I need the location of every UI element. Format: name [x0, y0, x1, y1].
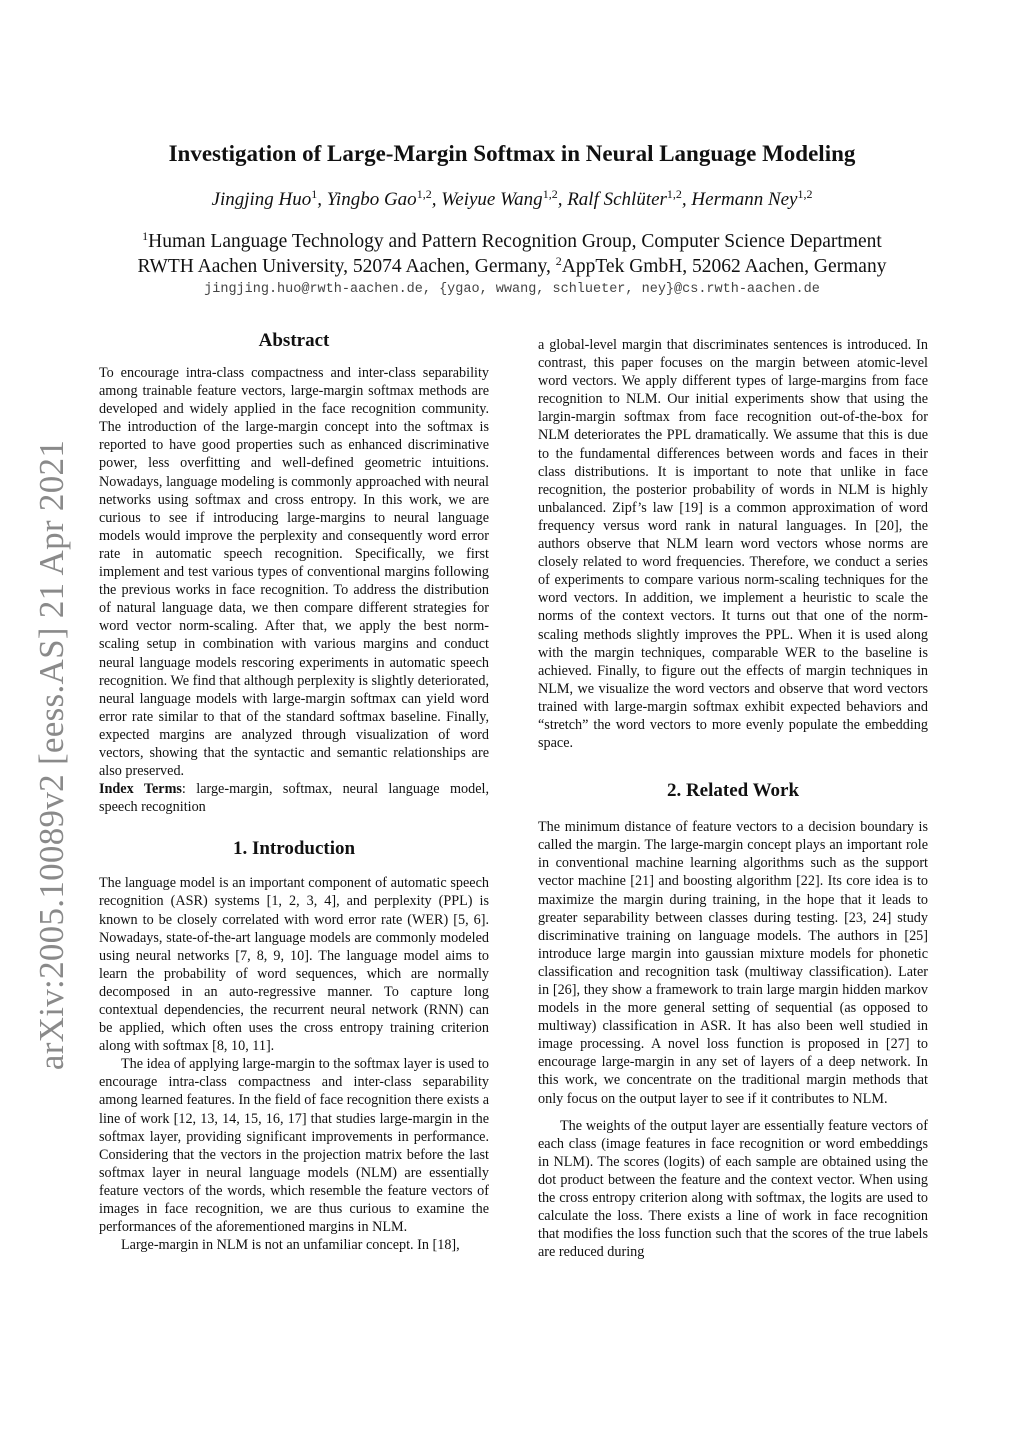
author-name: Jingjing Huo	[211, 189, 312, 210]
author-list: Jingjing Huo$^1$, Yingbo Gao$^{1,2}$, Weiyue Wang$^{1,2}$, Ralf Schlüter$^{1,2}$, Hermann Ney$^{1,2}$	[211, 187, 813, 210]
author-name: Yingbo Gao	[326, 189, 417, 210]
related-work-paragraph: The minimum distance of feature vectors to a decision boundary is called the margin. The large-margin concept plays an important role in conventional machine learning algorithms such as the support vector machine [21] and boosting algorithm [22]. Its core idea is to maximize the margin during training, in the hope that it leads to greater separability between classes during testing. [23, 24] study discriminative training on language models. The authors in [25] introduce large margin into gaussian mixture models for phonetic classification and recognition task (multiway classification). Later in [26], they show a framework to train large margin hidden markov models in the more general setting of sequential (as opposed to multiway) classification in ASR. It has also been well studied in image processing. A novel loss function is proposed in [27] to encourage large-margin in any set of layers of a deep network. In this work, we concentrate on the traditional margin methods that only focus on the output layer to see if it contributes to NLM.	[538, 819, 928, 1107]
author-affiliation: 1,2	[666, 187, 682, 201]
author-affiliation: 1	[311, 187, 318, 201]
affiliations	[80, 229, 944, 279]
affiliation-line-1: $^1$Human Language Technology and Pattern Recognition Group, Computer Science Department	[142, 229, 882, 252]
abstract-heading: Abstract	[258, 330, 330, 351]
author-affiliation: 1,2	[797, 187, 813, 201]
author-affiliation: 1,2	[416, 187, 432, 201]
introduction-paragraph: The language model is an important component of automatic speech recognition (ASR) systems [1, 2, 3, 4], and perplexity (PPL) is known to be closely correlated with word error rate (WER) [5, 6]. Nowadays, state-of-the-art language models are commonly modeled using neural networks [7, 8, 9, 10]. The language model aims to learn the probability of word sequences, which are normally decomposed in an auto-regressive manner. To capture long contextual dependencies, the recurrent neural network (RNN) can be applied, which often uses the cross entropy training criterion along with softmax [8, 10, 11].	[99, 875, 489, 1055]
related-work-paragraph: The weights of the output layer are essentially feature vectors of each class (image features in face recognition or word embeddings in NLM). The scores (logits) of each sample are obtained using the dot product between the feature and the context vector. When using the cross entropy criterion along with softmax, the logits are used to calculate the loss. There exists a line of work in face recognition that modifies the loss function such that the scores of the true labels are reduced during	[538, 1117, 928, 1261]
author-name: Ralf Schlüter	[567, 189, 667, 210]
author-emails: jingjing.huo@rwth-aachen.de, {ygao, wwang, schlueter, ney}@cs.rwth-aachen.de	[204, 282, 820, 297]
introduction-heading: 1. Introduction	[232, 838, 356, 860]
abstract-text: To encourage intra-class compactness and inter-class separability among trainable feature vectors, large-margin softmax methods are developed and widely applied in the face recognition community. The introduction of the large-margin concept into the softmax is reported to have good properties such as enhanced discriminative power, less overfitting and well-defined geometric intuitions. Nowadays, language modeling is commonly approached with neural networks using softmax and cross entropy. In this work, we are curious to see if introducing large-margins to neural language models would improve the perplexity and consequently word error rate in automatic speech recognition. Specifically, we first implement and test various types of conventional margins following the previous works in face recognition. To address the distribution of natural language data, we then compare different strategies for word vector norm-scaling. After that, we apply the best norm-scaling setup in combination with various margins and conduct neural language models rescoring experiments in automatic speech recognition. We find that although perplexity is slightly deteriorated, neural language models with large-margin softmax can yield word error rate similar to that of the standard softmax baseline. Finally, expected margins are analyzed through visualization of word vectors, showing that the syntactic and semantic relationships are also preserved.	[99, 365, 489, 780]
arxiv-identifier-text: arXiv:2005.10089v2 [eess.AS] 21 Apr 2021	[32, 439, 71, 1071]
related-work-heading: 2. Related Work	[666, 780, 800, 802]
author-affiliation: 1,2	[542, 187, 558, 201]
right-column	[538, 336, 928, 1261]
index-terms	[99, 780, 489, 816]
arxiv-side-identifier	[22, 440, 82, 1070]
introduction-continuation: a global-level margin that discriminates sentences is introduced. In contrast, this paper focuses on the margin between atomic-level word vectors. We apply different types of large-margins from face recognition to NLM. Our initial experiments show that using the largin-margin softmax from face recognition out-of-the-box for NLM deteriorates the PPL dramatically. We assume that this is due to the fundamental differences between words and faces in their class distributions. It is important to note that unlike in face recognition, the posterior probability of words in NLM is highly unbalanced. Zipf’s law [19] is a common approximation of word frequency versus word rank in natural languages. In [20], the authors observe that NLM learn word vectors whose norms are closely related to word frequencies. Therefore, we conduct a series of experiments to compare various norm-scaling techniques for the word vectors. In addition, we implement a heuristic to scale the norms of the context vectors. It turns out that one of the norm-scaling methods slightly improves the PPL. When it is used along with the margin techniques, comparable WER to the baseline is achieved. Finally, to figure out the effects of margin techniques in NLM, we visualize the word vectors and observe that word vectors trained with large-margin softmax exhibit expected behaviors and “stretch” the word vectors to more evenly populate the embedding space.	[538, 337, 928, 752]
author-name: Hermann Ney	[691, 189, 798, 210]
left-column	[99, 328, 489, 1254]
author-name: Weiyue Wang	[441, 189, 543, 210]
introduction-paragraph: Large-margin in NLM is not an unfamiliar concept. In [18],	[121, 1237, 460, 1254]
affiliation-line-2: RWTH Aachen University, 52074 Aachen, Germany, $^2$AppTek GmbH, 52062 Aachen, Germany	[137, 254, 887, 277]
index-terms-text: : large-margin, softmax, neural language model, speech recognition	[99, 781, 489, 816]
introduction-paragraph: The idea of applying large-margin to the softmax layer is used to encourage intra-class compactness and inter-class separability among learned features. In the field of face recognition there exists a line of work [12, 13, 14, 15, 16, 17] that studies large-margin in the softmax layer, providing significant improvements in performance. Considering that the vectors in the projection matrix before the last softmax layer in neural language models (NLM) are essentially feature vectors of the words, which resemble the feature vectors of images in face recognition, we are thus curious to examine the performances of the aforementioned margins in NLM.	[99, 1056, 489, 1236]
index-terms-label: Index Terms	[99, 781, 182, 798]
paper-title: Investigation of Large-Margin Softmax in Neural Language Modeling	[168, 141, 856, 166]
